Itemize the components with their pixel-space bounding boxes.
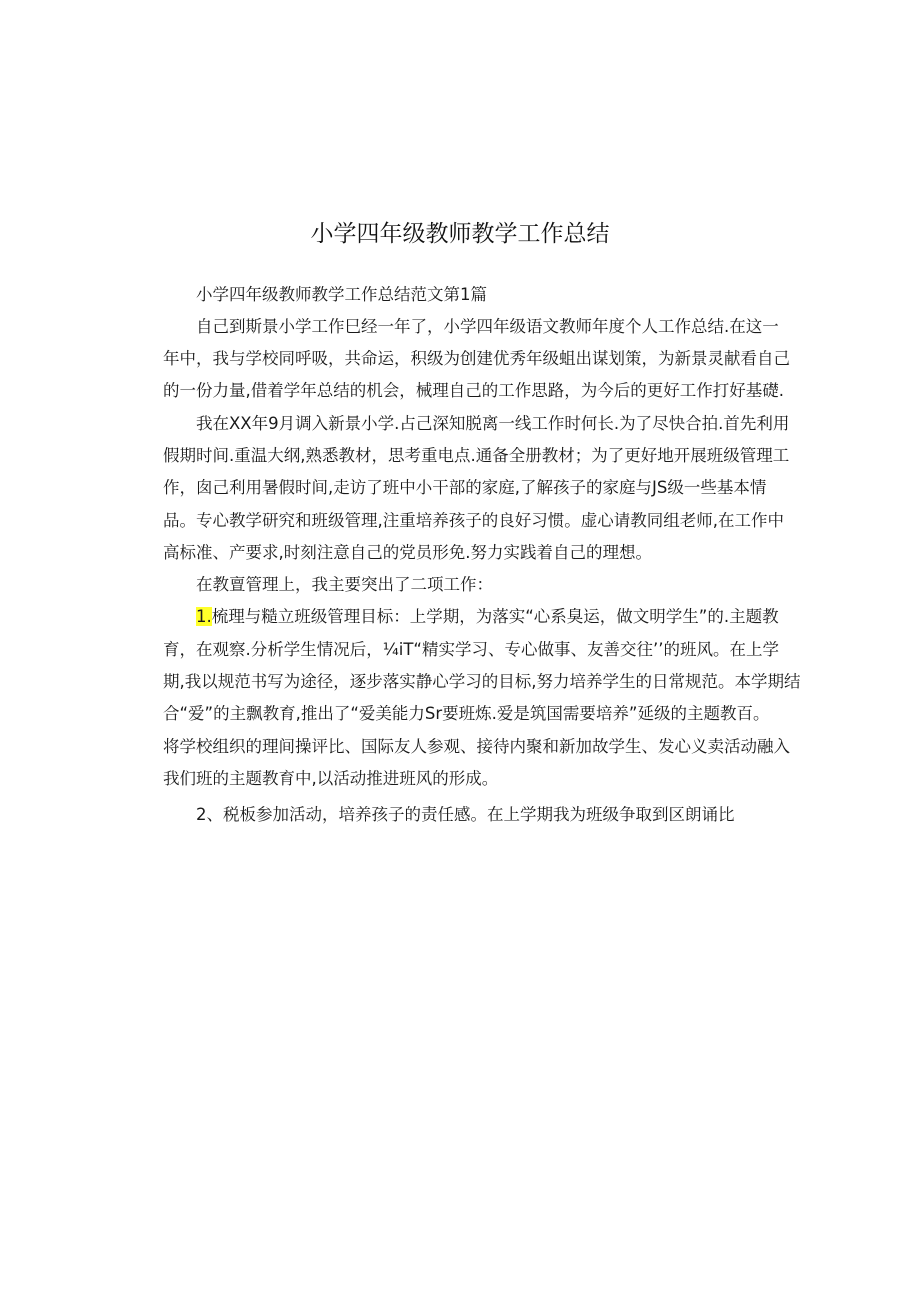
paragraph-line: 在教亶管理上，我主要突出了二项工作： — [196, 575, 493, 594]
paragraph-line: 自己到斯景小学工作巳经一年了，小学四年级语文教师年度个人工作总结.在这一 — [196, 317, 779, 336]
paragraph-line: 高标准、产要求,时刻注意自己的党员形免.努力实践着自己的理想。 — [163, 543, 652, 562]
paragraph-line: 期,我以规范书写为途径，逐步落实静心学习的目标,努力培养学生的日常规范。本学期结 — [163, 672, 801, 691]
paragraph-line: 我们班的主题教育中,以活动推进班风的形成。 — [163, 769, 499, 788]
paragraph-line: 作，囱己利用暑假时间,走访了班中小干部的家庭,了解孩子的家庭与JS级一些基本情 — [163, 478, 767, 497]
paragraph-line: 年中，我与学校同呼吸，共命运，积级为创建优秀年级蛆出谋划策，为新景灵献看自己 — [163, 349, 790, 368]
numbered-item-line: 2、税板参加活动，培养孩子的责任感。在上学期我为班级争取到区朗诵比 — [196, 805, 735, 824]
paragraph-line: 品。专心教学研究和班级管理,注重培养孩子的良好习惯。虚心请教同组老师,在工作中 — [163, 511, 784, 530]
document-title: 小学四年级教师教学工作总结 — [310, 221, 610, 247]
paragraph-line: 假期时间.重温大纲,熟悉教材，思考重电点.通备全册教材；为了更好地开展班级管理工 — [163, 446, 790, 465]
numbered-item-line — [196, 605, 779, 629]
paragraph-line: 育，在观察.分析学生情况后，¼iT“精实学习、专心做事、友善交往’’的班风。在上学 — [163, 640, 779, 659]
document-subtitle: 小学四年级教师教学工作总结范文第1篇 — [196, 285, 487, 304]
paragraph-line: 的一份力量,借着学年总结的机会，械理自己的工作思路，为今后的更好工作打好基礎. — [163, 381, 784, 400]
item-text: 梳理与糙立班级管理目标：上学期，为落实“心系臭运，做文明学生”的.主题教 — [211, 607, 779, 626]
highlighted-number: 1. — [196, 607, 212, 626]
paragraph-line: 将学校组织的理间操评比、国际友人参观、接待内聚和新加故学生、发心义卖活动融入 — [163, 737, 790, 756]
paragraph-line: 我在XX年9月调入新景小学.占己深知脱离一线工作时何长.为了尽快合拍.首先利用 — [196, 414, 790, 433]
paragraph-line: 合“爱”的主飘教育,推出了“爱美能力Sr要班炼.爱是筑国需要培养”延级的主题教百。 — [163, 704, 770, 723]
